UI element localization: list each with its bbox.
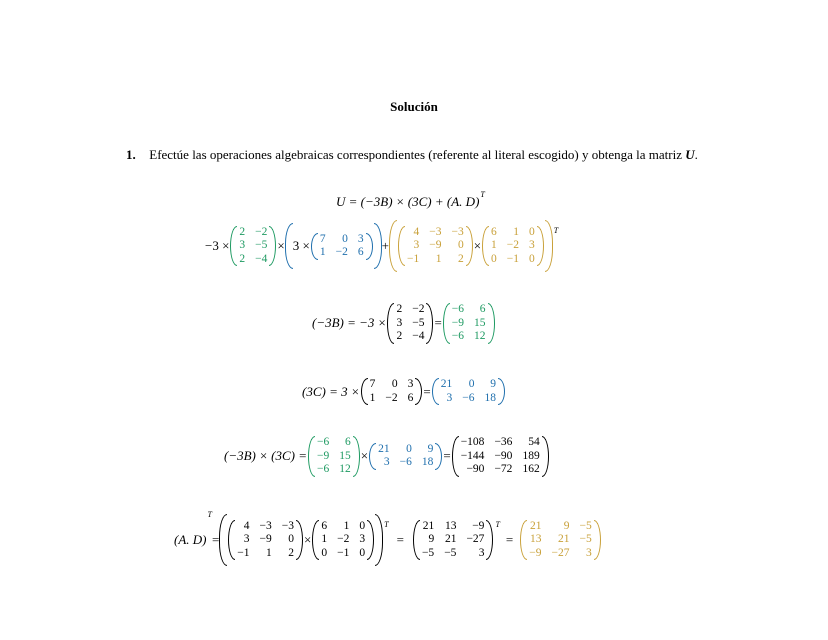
matrix-cell: −108 <box>460 436 485 448</box>
equation-minus3B <box>312 303 496 344</box>
right-paren <box>366 233 373 260</box>
matrix-cell: −90 <box>494 449 513 462</box>
left-paren <box>482 226 489 267</box>
matrix-cell: −3 <box>451 225 464 238</box>
right-paren <box>466 226 473 267</box>
matrix-cell: 2 <box>396 330 403 342</box>
matrix-cell: 189 <box>522 449 540 462</box>
matrix-cell: −6 <box>451 303 465 315</box>
matrix-cell: −27 <box>551 546 570 559</box>
matrix-cell: 12 <box>474 330 486 342</box>
matrix-cell: −9 <box>451 316 465 329</box>
matrix-cell: −144 <box>460 449 485 462</box>
matrix-cell: 0 <box>529 225 535 238</box>
right-paren <box>269 226 276 267</box>
transpose-sup: T <box>480 190 485 199</box>
right-paren <box>435 443 442 470</box>
matrix-D <box>482 226 544 267</box>
equation-product <box>224 436 550 477</box>
matrix-cell: 6 <box>479 303 486 315</box>
matrix-cell: 0 <box>391 378 398 390</box>
matrix-C <box>311 233 373 260</box>
matrix-3C-result <box>432 378 505 405</box>
matrix-cell: 21 <box>557 533 570 546</box>
matrix-cell: 1 <box>321 533 328 546</box>
left-paren <box>520 520 527 561</box>
question-matrix-name: U <box>685 147 695 162</box>
matrix-cell: 4 <box>243 519 250 532</box>
left-paren <box>311 233 318 260</box>
equation-3C <box>302 378 506 405</box>
matrix-cell: 12 <box>339 463 351 475</box>
matrix-cell: 18 <box>484 391 496 404</box>
left-paren <box>308 436 315 477</box>
right-paren <box>486 520 493 561</box>
right-paren <box>488 303 495 344</box>
matrix-cell: 0 <box>359 546 366 559</box>
matrix-cell: −2 <box>385 391 398 404</box>
matrix-cell: 3 <box>357 232 364 245</box>
matrix-cell: 9 <box>490 378 496 390</box>
right-paren <box>296 520 303 561</box>
matrix-AD-transpose-result <box>520 520 601 561</box>
matrix-cell: 0 <box>468 378 475 390</box>
matrix-cell: −5 <box>444 546 457 559</box>
matrix-cell: 21 <box>440 378 453 390</box>
times-sign: × <box>304 532 312 547</box>
matrix-cell: 21 <box>444 533 457 546</box>
equals-sign: = <box>443 448 451 464</box>
matrix-cell: −36 <box>494 436 513 448</box>
matrix-cell: 1 <box>435 252 442 265</box>
matrix-cell: 3 <box>239 239 246 252</box>
equals-sign: = <box>423 383 431 399</box>
matrix-cell: 0 <box>288 533 295 546</box>
equation-lhs: (−3B) × (3C) = <box>224 448 307 464</box>
matrix-cell: −6 <box>399 456 412 469</box>
matrix-cell: 2 <box>239 225 246 238</box>
matrix-cell: 7 <box>369 378 376 390</box>
matrix-cell: −3 <box>259 519 272 532</box>
left-paren <box>361 378 368 405</box>
matrix-cell: −5 <box>255 239 268 252</box>
question-number: 1. <box>126 147 136 162</box>
matrix-cell: 3 <box>529 239 535 252</box>
matrix-cell: 3 <box>478 546 485 559</box>
matrix-cell: 9 <box>428 533 435 546</box>
matrix-cell: −9 <box>317 449 330 462</box>
transpose-sup: T <box>207 510 212 519</box>
matrix-cell: 0 <box>491 252 497 265</box>
left-paren <box>443 303 450 344</box>
right-paren <box>426 303 433 344</box>
plus-sign: + <box>381 238 389 253</box>
matrix-cell: 7 <box>319 232 326 245</box>
matrix-cell: 0 <box>359 519 366 532</box>
equation-definition-text: U = (−3B) × (3C) + (A. D) <box>336 194 480 209</box>
matrix-cell: −5 <box>421 546 435 559</box>
left-paren <box>432 378 439 405</box>
matrix-cell: 2 <box>239 252 246 265</box>
matrix-cell: 1 <box>491 239 497 252</box>
equation-lhs: (A. D) <box>174 532 207 547</box>
matrix-cell: 0 <box>321 546 328 559</box>
equation-lhs: (3C) = 3 × <box>302 383 360 399</box>
matrix-C <box>361 378 423 405</box>
left-paren <box>452 436 459 477</box>
matrix-cell: −9 <box>259 533 272 546</box>
matrix-cell: 21 <box>529 519 542 532</box>
matrix-cell: −2 <box>506 239 520 252</box>
times-sign: × <box>360 448 369 464</box>
matrix-cell: 3 <box>585 546 592 559</box>
matrix-cell: 3 <box>396 316 403 329</box>
equals-sign: = <box>211 532 220 547</box>
matrix-cell: 162 <box>522 463 540 475</box>
scalar-3: 3 × <box>292 238 310 253</box>
matrix-cell: 0 <box>457 239 464 252</box>
matrix-cell: 3 <box>359 533 366 546</box>
left-paren <box>387 303 394 344</box>
times-sign: × <box>473 238 482 253</box>
times-sign: × <box>277 238 285 253</box>
matrix-cell: 18 <box>421 456 434 469</box>
matrix-cell: 13 <box>444 519 457 532</box>
matrix-cell: −1 <box>506 252 520 265</box>
matrix-A <box>228 520 303 561</box>
matrix-cell: 6 <box>491 225 497 238</box>
matrix-cell: −1 <box>406 252 420 265</box>
matrix-minus3B <box>308 436 360 477</box>
matrix-cell: 21 <box>422 519 435 532</box>
matrix-D <box>312 520 374 561</box>
matrix-cell: −72 <box>494 463 513 475</box>
matrix-cell: −3 <box>281 519 295 532</box>
question-text: Efectúe las operaciones algebraicas correspondientes (referente al literal escogido) y obtenga la matriz <box>149 147 686 162</box>
equation-lhs: (−3B) = −3 × <box>312 315 387 331</box>
matrix-B <box>230 226 276 267</box>
matrix-cell: 3 <box>413 239 420 252</box>
matrix-cell: −5 <box>412 316 425 329</box>
right-paren <box>542 436 549 477</box>
matrix-cell: 3 <box>243 533 250 546</box>
equals-sign: = <box>396 532 404 547</box>
matrix-cell: 2 <box>396 303 403 315</box>
equation-AD-transpose <box>174 510 602 566</box>
matrix-AD-product <box>413 520 494 561</box>
matrix-cell: −6 <box>317 436 330 448</box>
matrix-product-result <box>452 436 549 477</box>
matrix-cell: −1 <box>337 546 350 559</box>
group-AD <box>219 514 383 566</box>
matrix-cell: −4 <box>255 252 268 265</box>
scalar-minus3: −3 × <box>205 238 230 253</box>
matrix-cell: −90 <box>466 463 485 475</box>
transpose-sup: T <box>495 519 500 529</box>
matrix-cell: −2 <box>335 246 348 258</box>
matrix-cell: 9 <box>563 519 570 532</box>
matrix-cell: −4 <box>412 330 425 342</box>
equation-definition <box>336 190 485 210</box>
right-paren <box>594 520 601 561</box>
matrix-cell: −2 <box>255 225 268 238</box>
left-paren <box>230 226 237 267</box>
matrix-cell: 9 <box>427 442 434 455</box>
matrix-cell: −5 <box>579 533 592 546</box>
matrix-cell: −9 <box>529 546 542 559</box>
equals-sign: = <box>505 532 514 547</box>
right-paren <box>537 226 544 267</box>
matrix-cell: 1 <box>319 246 326 258</box>
matrix-3C <box>369 443 442 470</box>
right-paren <box>353 436 360 477</box>
right-paren <box>498 378 505 405</box>
right-paren <box>415 378 422 405</box>
left-paren <box>312 520 319 561</box>
equals-sign: = <box>434 315 442 331</box>
group-3C <box>285 223 382 269</box>
matrix-cell: −27 <box>466 533 485 546</box>
matrix-cell: 6 <box>357 246 364 258</box>
matrix-cell: −3 <box>429 225 442 238</box>
transpose-sup: T <box>384 519 389 529</box>
matrix-B <box>387 303 433 344</box>
left-paren <box>413 520 420 561</box>
right-paren <box>367 520 374 561</box>
matrix-cell: 1 <box>343 519 350 532</box>
matrix-cell: 3 <box>407 378 414 390</box>
matrix-cell: −2 <box>412 303 425 315</box>
matrix-cell: 1 <box>513 225 520 238</box>
matrix-cell: 0 <box>406 442 412 455</box>
group-AD <box>389 220 553 272</box>
matrix-cell: 3 <box>446 391 453 404</box>
matrix-cell: −6 <box>317 463 330 475</box>
matrix-cell: 13 <box>529 533 542 546</box>
equation-expanded <box>205 220 558 272</box>
matrix-cell: 6 <box>321 519 328 532</box>
matrix-cell: 0 <box>342 232 348 245</box>
matrix-cell: 2 <box>288 546 295 559</box>
matrix-A <box>398 226 473 267</box>
matrix-cell: 1 <box>369 391 376 404</box>
matrix-minus3B-result <box>443 303 495 344</box>
matrix-cell: 6 <box>407 391 414 404</box>
matrix-cell: 2 <box>457 252 464 265</box>
matrix-cell: −5 <box>579 519 592 532</box>
left-paren <box>369 443 376 470</box>
matrix-cell: 3 <box>383 456 390 469</box>
question <box>126 147 698 163</box>
question-end: . <box>694 147 698 162</box>
matrix-cell: 4 <box>413 225 420 238</box>
matrix-cell: −9 <box>472 519 485 532</box>
left-paren <box>398 226 405 267</box>
matrix-cell: −9 <box>429 239 442 252</box>
matrix-cell: 0 <box>529 252 535 265</box>
matrix-cell: 54 <box>528 436 540 448</box>
left-paren <box>228 520 235 561</box>
matrix-cell: −6 <box>462 391 475 404</box>
page-title: Solución <box>390 99 438 114</box>
transpose-sup: T <box>553 225 559 235</box>
matrix-cell: 15 <box>474 316 486 329</box>
matrix-cell: −2 <box>337 533 350 546</box>
matrix-cell: 1 <box>266 546 272 559</box>
matrix-cell: 21 <box>378 442 390 455</box>
matrix-cell: −1 <box>237 546 250 559</box>
matrix-cell: −6 <box>451 330 465 342</box>
matrix-cell: 6 <box>345 436 351 448</box>
matrix-cell: 15 <box>339 449 351 462</box>
